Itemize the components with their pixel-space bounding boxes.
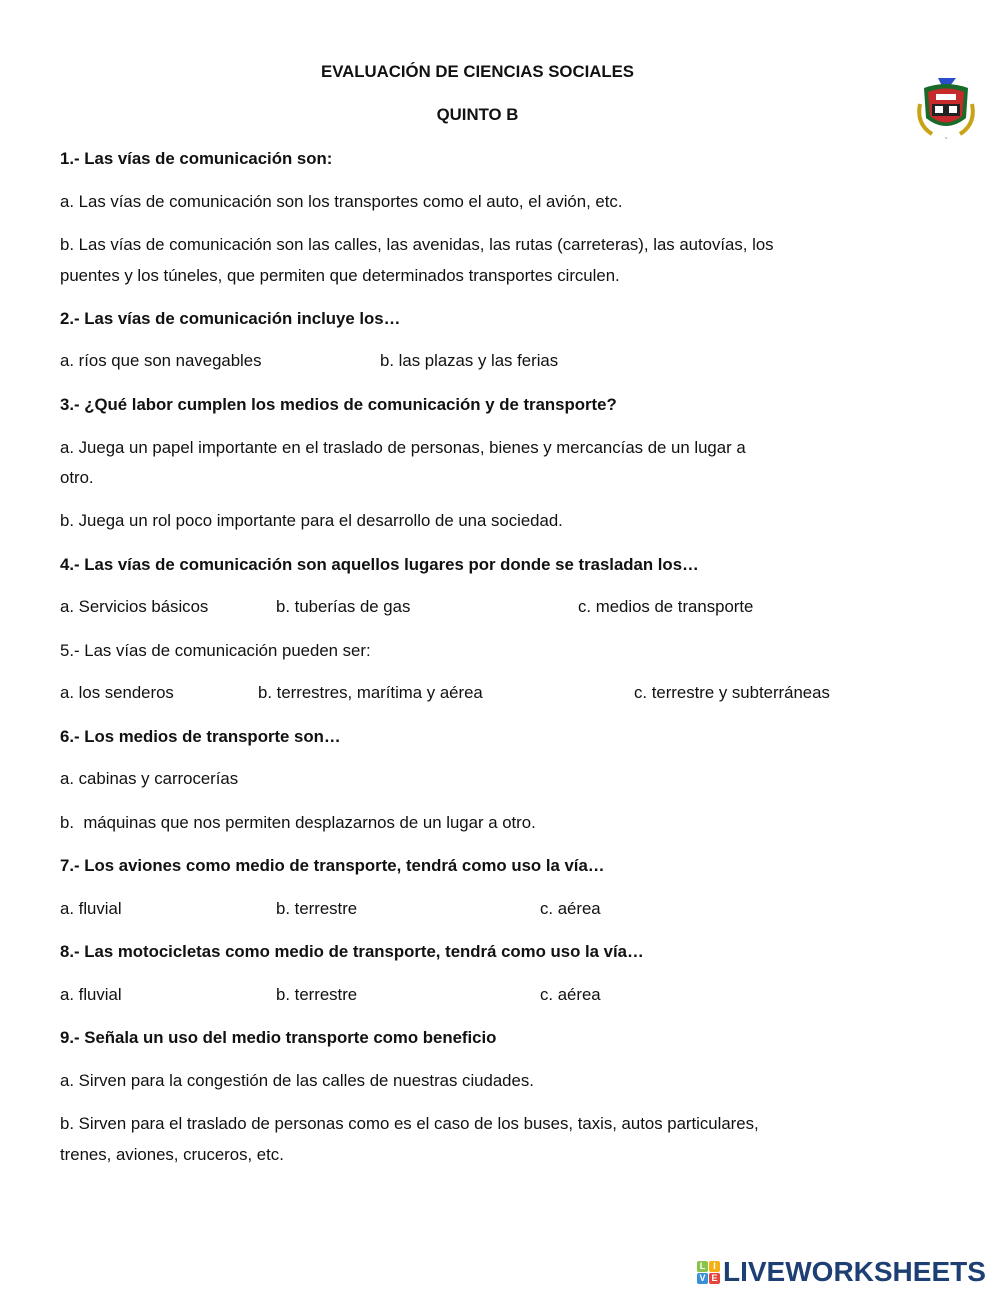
q1-option-b[interactable]: b. Las vías de comunicación son las calles, las avenidas, las rutas (carreteras), las autovías, los [60,235,774,254]
page-subtitle: QUINTO B [436,105,519,124]
brand-name: LIVEWORKSHEETS [723,1256,986,1287]
q4-option-b[interactable]: b. tuberías de gas [276,597,411,616]
q7-option-c[interactable]: c. aérea [540,899,601,918]
question-8: 8.- Las motocicletas como medio de transporte, tendrá como uso la vía… [60,942,644,961]
q8-option-b[interactable]: b. terrestre [276,985,358,1004]
q9-option-b[interactable]: b. Sirven para el traslado de personas como es el caso de los buses, taxis, autos particulares, [60,1114,759,1133]
q6-option-a[interactable]: a. cabinas y carrocerías [60,769,239,788]
badge-letter: L [697,1261,708,1272]
question-6: 6.- Los medios de transporte son… [60,727,341,746]
question-4: 4.- Las vías de comunicación son aquellos lugares por donde se trasladan los… [60,555,699,574]
q7-option-a[interactable]: a. fluvial [60,899,122,918]
q5-option-c[interactable]: c. terrestre y subterráneas [634,683,830,702]
q4-option-c[interactable]: c. medios de transporte [578,597,754,616]
q1-option-a[interactable]: a. Las vías de comunicación son los transportes como el auto, el avión, etc. [60,192,623,211]
question-5: 5.- Las vías de comunicación pueden ser: [60,641,371,660]
live-badge-icon [697,1261,720,1284]
q1-option-b-cont[interactable]: puentes y los túneles, que permiten que determinados transportes circulen. [60,266,620,285]
school-crest-logo [912,74,980,142]
q6-option-b[interactable]: b. máquinas que nos permiten desplazarnos de un lugar a otro. [60,813,536,832]
q3-option-a-cont[interactable]: otro. [60,468,94,487]
q5-option-b[interactable]: b. terrestres, marítima y aérea [258,683,483,702]
svg-text:~: ~ [944,136,948,142]
q4-option-a[interactable]: a. Servicios básicos [60,597,209,616]
question-1: 1.- Las vías de comunicación son: [60,149,333,168]
page-title: EVALUACIÓN DE CIENCIAS SOCIALES [321,62,634,81]
q5-option-a[interactable]: a. los senderos [60,683,174,702]
question-7: 7.- Los aviones como medio de transporte, tendrá como uso la vía… [60,856,605,875]
q2-option-b[interactable]: b. las plazas y las ferias [380,351,559,370]
question-2: 2.- Las vías de comunicación incluye los… [60,309,401,328]
q2-option-a[interactable]: a. ríos que son navegables [60,351,262,370]
badge-letter: I [709,1261,720,1272]
q9-option-a[interactable]: a. Sirven para la congestión de las calles de nuestras ciudades. [60,1071,534,1090]
liveworksheets-logo [697,1256,986,1288]
badge-letter: V [697,1273,708,1284]
q9-option-b-cont[interactable]: trenes, aviones, cruceros, etc. [60,1145,284,1164]
badge-letter: E [709,1273,720,1284]
q7-option-b[interactable]: b. terrestre [276,899,358,918]
question-9: 9.- Señala un uso del medio transporte como beneficio [60,1028,497,1047]
q3-option-a[interactable]: a. Juega un papel importante en el traslado de personas, bienes y mercancías de un lugar a [60,438,746,457]
q3-option-b[interactable]: b. Juega un rol poco importante para el desarrollo de una sociedad. [60,511,563,530]
q8-option-c[interactable]: c. aérea [540,985,601,1004]
question-3: 3.- ¿Qué labor cumplen los medios de comunicación y de transporte? [60,395,617,414]
q8-option-a[interactable]: a. fluvial [60,985,122,1004]
